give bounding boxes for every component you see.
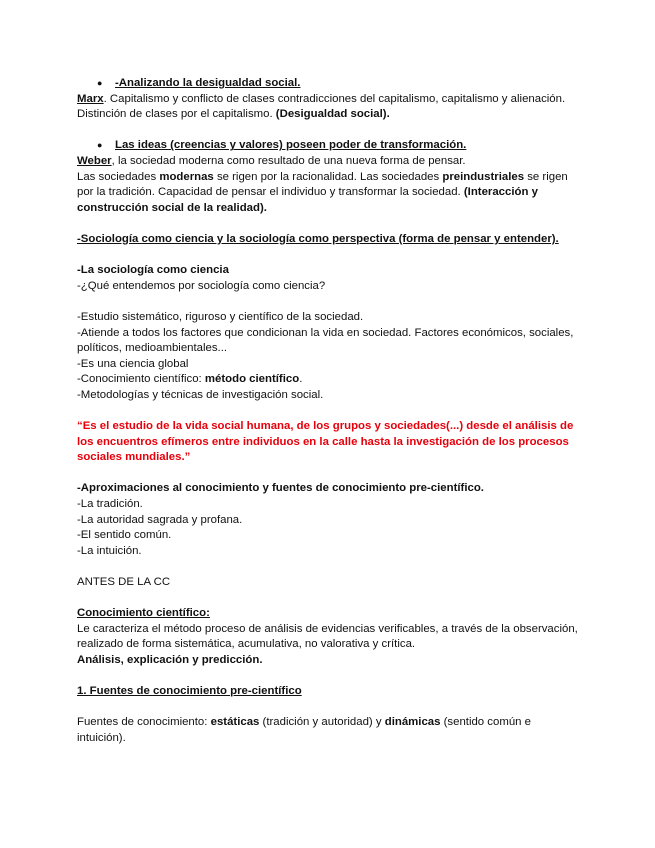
paragraph-marx — [77, 92, 582, 123]
weber-conclusion: (Interacción y construcción social de la realidad). — [77, 186, 538, 214]
bullet-ideas — [77, 138, 582, 154]
subheading-ciencia: -La sociología como ciencia — [77, 264, 229, 277]
list-item: -Estudio sistemático, riguroso y científico de la sociedad. — [77, 310, 364, 323]
list-item-text: -Conocimiento científico: — [77, 373, 205, 386]
heading-fuentes: 1. Fuentes de conocimiento pre-científico — [77, 685, 302, 698]
bullet-icon: ● — [97, 78, 103, 88]
analisis-line: Análisis, explicación y predicción. — [77, 653, 263, 666]
bullet-text: Las ideas (creencias y valores) poseen poder de transformación. — [115, 139, 467, 152]
weber-preindustriales: preindustriales — [442, 170, 525, 183]
bullet-desigualdad — [77, 76, 582, 92]
list-item: -Atiende a todos los factores que condicionan la vida en sociedad. Factores económicos, sociales, políticos, medioambientales... — [77, 326, 574, 355]
bullet-text: -Analizando la desigualdad social. — [115, 77, 301, 89]
paragraph-weber — [77, 154, 582, 216]
marx-name: Marx — [77, 92, 104, 105]
weber-text: , la sociedad moderna como resultado de una nueva forma de pensar. — [111, 154, 466, 167]
fuentes-text-2: (tradición y autoridad) y — [259, 716, 385, 729]
weber-text-4: se rigen por la tradición. Capacidad de pensar el individuo y transformar la sociedad. — [77, 170, 568, 199]
fuentes-text: Fuentes de conocimiento: — [77, 716, 211, 729]
list-item — [77, 372, 582, 388]
subheading-aproximaciones: -Aproximaciones al conocimiento y fuentes de conocimiento pre-científico. — [77, 482, 484, 495]
question-line: -¿Qué entendemos por sociología como ciencia? — [77, 279, 326, 292]
heading-conocimiento-cientifico: Conocimiento científico: — [77, 607, 210, 620]
list-item: -La intuición. — [77, 544, 142, 557]
weber-text-2: Las sociedades — [77, 170, 160, 183]
paragraph-conocimiento: Le caracteriza el método proceso de análisis de evidencias verificables, a través de la observación, realizado de forma sistemática, acumulativa, no valorativa y crítica. — [77, 622, 578, 651]
weber-text-3: se rigen por la racionalidad. Las sociedades — [213, 170, 443, 183]
list-item: -La autoridad sagrada y profana. — [77, 513, 243, 526]
metodo-cientifico: método científico — [204, 373, 300, 386]
list-item: -La tradición. — [77, 498, 143, 511]
list-item: -Metodologías y técnicas de investigación social. — [77, 388, 324, 401]
list-item: -Es una ciencia global — [77, 357, 189, 370]
fuentes-text-3: (sentido común e intuición). — [77, 716, 531, 744]
document-body — [77, 76, 582, 747]
paragraph-fuentes — [77, 715, 582, 746]
fuentes-estaticas: estáticas — [210, 716, 260, 729]
list-item-text: . — [299, 373, 303, 386]
marx-conclusion: (Desigualdad social). — [275, 108, 390, 121]
weber-name: Weber — [77, 154, 112, 167]
quote-definition: “Es el estudio de la vida social humana, de los grupos y sociedades(...) desde el análisis de los encuentros efímeros entre individuos en la calle hasta la investigación de los procesos sociales mundiales.” — [77, 420, 574, 464]
antes-label: ANTES DE LA CC — [77, 576, 171, 588]
marx-text: . Capitalismo y conflicto de clases contradicciones del capitalismo, capitalismo y alienación. Distinción de clases por el capitalismo. — [77, 92, 566, 121]
list-item: -El sentido común. — [77, 529, 172, 542]
section-heading-sociologia: -Sociología como ciencia y la sociología como perspectiva (forma de pensar y entender). — [77, 232, 559, 245]
fuentes-dinamicas: dinámicas — [384, 716, 441, 729]
bullet-icon: ● — [97, 140, 103, 151]
weber-modernas: modernas — [159, 170, 214, 183]
